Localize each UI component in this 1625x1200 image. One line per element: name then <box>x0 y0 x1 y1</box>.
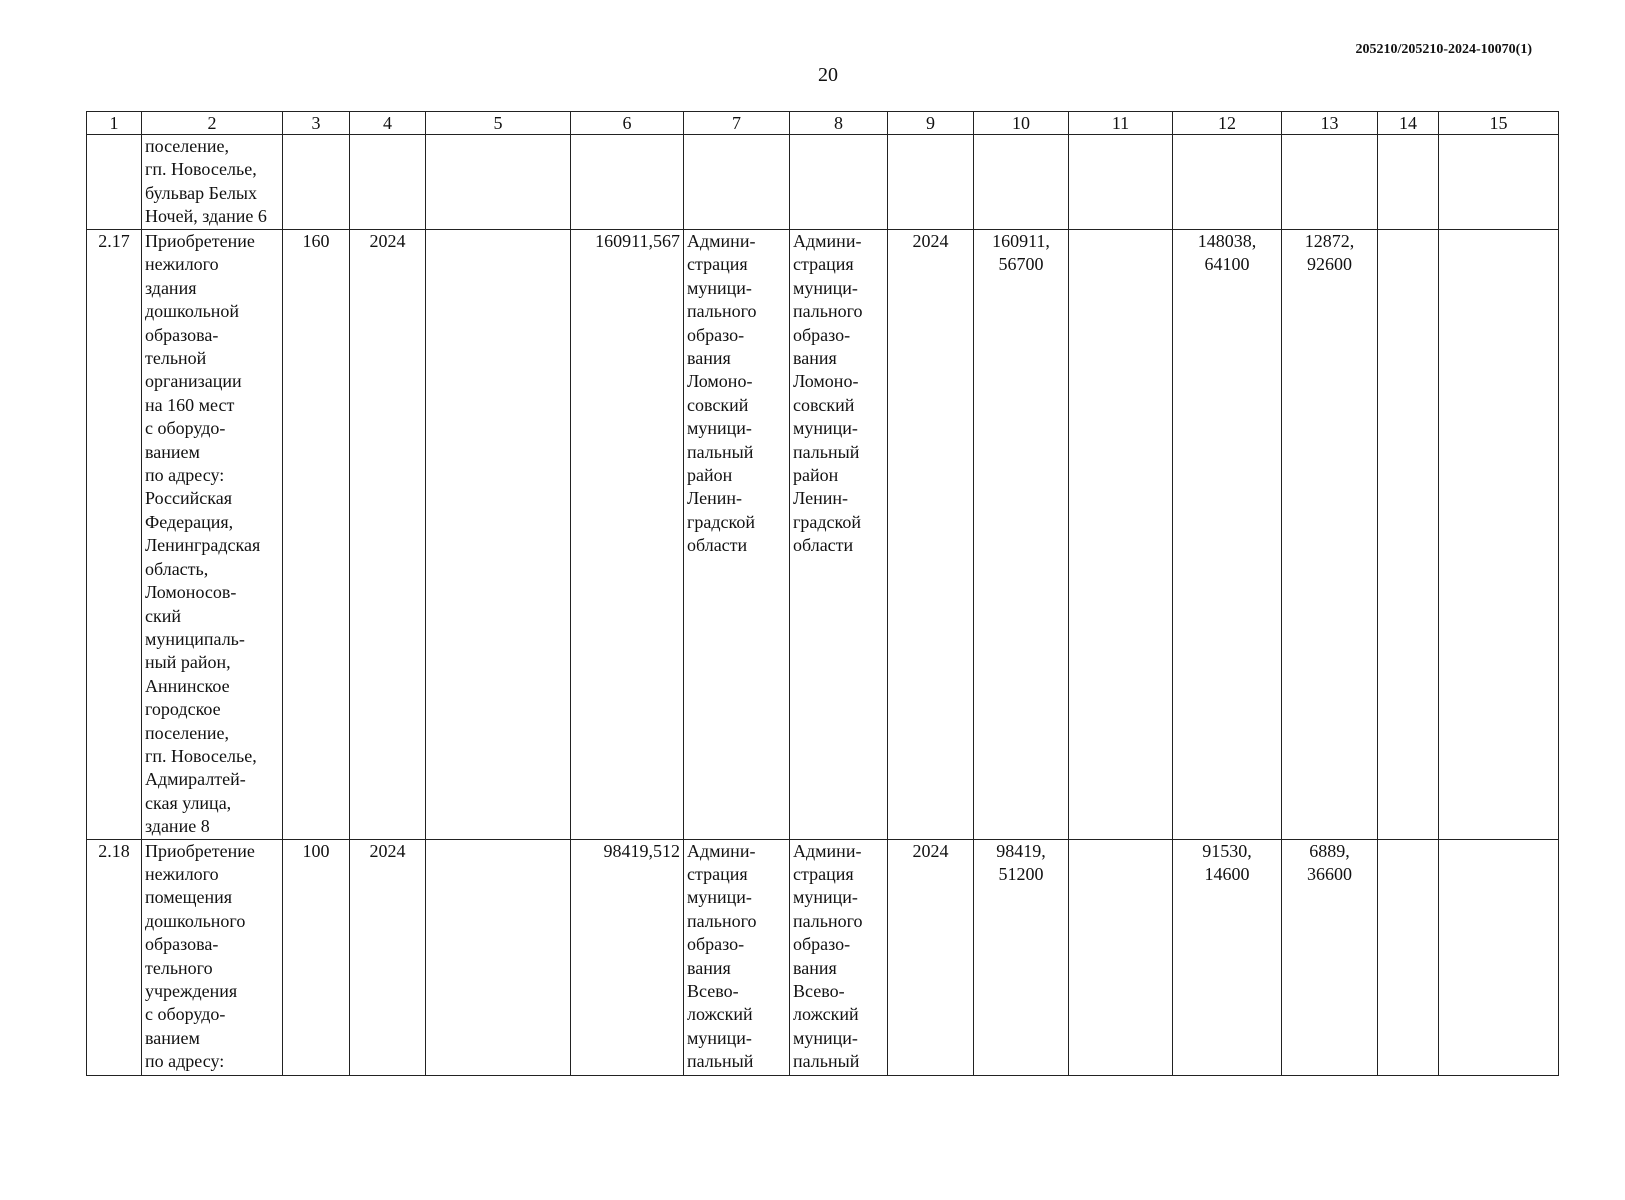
column-header: 5 <box>426 112 571 135</box>
column-header: 12 <box>1173 112 1282 135</box>
year: 2024 <box>350 839 426 1075</box>
col15-value <box>1439 839 1559 1075</box>
col13-value: 12872, 92600 <box>1304 231 1355 275</box>
column-header: 7 <box>684 112 790 135</box>
customer-name: Админи- страция муници- пального образо- вания Ломоно- совский муници- пальный район Ленин- градской области <box>687 231 757 556</box>
cost-value: 160911,567 <box>571 230 684 840</box>
object-name: Приобретение нежилого помещения дошкольного образова- тельного учреждения с оборудо- ванием по адресу: <box>145 840 255 1072</box>
developer-name: Админи- страция муници- пального образо- вания Ломоно- совский муници- пальный район Ленин- градской области <box>793 231 863 556</box>
column-header: 8 <box>790 112 888 135</box>
row-number: 2.18 <box>87 839 142 1075</box>
column-header: 15 <box>1439 112 1559 135</box>
col15-value <box>1439 230 1559 840</box>
object-name: Приобретение нежилого здания дошкольной образова- тельной организации на 160 мест с оборудо- ванием по адресу: Российская Федерация, Ленинградская область, Ломоносов- ский муниципаль- ный район, Аннинское городское поселение, гп. Новоселье, Адмиралтей- ская улица, здание 8 <box>145 231 261 837</box>
column-header: 3 <box>283 112 350 135</box>
customer-name: Админи- страция муници- пального образо- вания Всево- ложский муници- пальный <box>687 840 757 1072</box>
continuation-address: поселение, гп. Новоселье, бульвар Белых Ночей, здание 6 <box>145 136 267 227</box>
year-2: 2024 <box>888 839 974 1075</box>
total-value: 98419, 51200 <box>996 840 1046 884</box>
col11-value <box>1069 839 1173 1075</box>
column-header: 14 <box>1378 112 1439 135</box>
col14-value <box>1378 839 1439 1075</box>
col12-value: 91530, 14600 <box>1202 840 1252 884</box>
year-2: 2024 <box>888 230 974 840</box>
investment-table <box>86 111 1559 1076</box>
col5-value <box>426 839 571 1075</box>
document-id: 205210/205210-2024-10070(1) <box>1355 42 1532 57</box>
column-header: 4 <box>350 112 426 135</box>
column-header: 10 <box>974 112 1069 135</box>
column-header: 1 <box>87 112 142 135</box>
capacity: 100 <box>283 839 350 1075</box>
row-number: 2.17 <box>87 230 142 840</box>
column-header: 11 <box>1069 112 1173 135</box>
developer-name: Админи- страция муници- пального образо- вания Всево- ложский муници- пальный <box>793 840 863 1072</box>
col13-value: 6889, 36600 <box>1307 840 1352 884</box>
column-number-row <box>87 112 1559 135</box>
column-header: 6 <box>571 112 684 135</box>
table-row <box>87 230 1559 840</box>
table-row <box>87 839 1559 1075</box>
col5-value <box>426 230 571 840</box>
column-header: 13 <box>1282 112 1378 135</box>
column-header: 9 <box>888 112 974 135</box>
col11-value <box>1069 230 1173 840</box>
col12-value: 148038, 64100 <box>1197 231 1257 275</box>
capacity: 160 <box>283 230 350 840</box>
column-header: 2 <box>142 112 283 135</box>
cost-value: 98419,512 <box>571 839 684 1075</box>
continuation-row <box>87 135 1559 230</box>
year: 2024 <box>350 230 426 840</box>
page-number: 20 <box>818 64 838 86</box>
col14-value <box>1378 230 1439 840</box>
total-value: 160911, 56700 <box>992 231 1050 275</box>
